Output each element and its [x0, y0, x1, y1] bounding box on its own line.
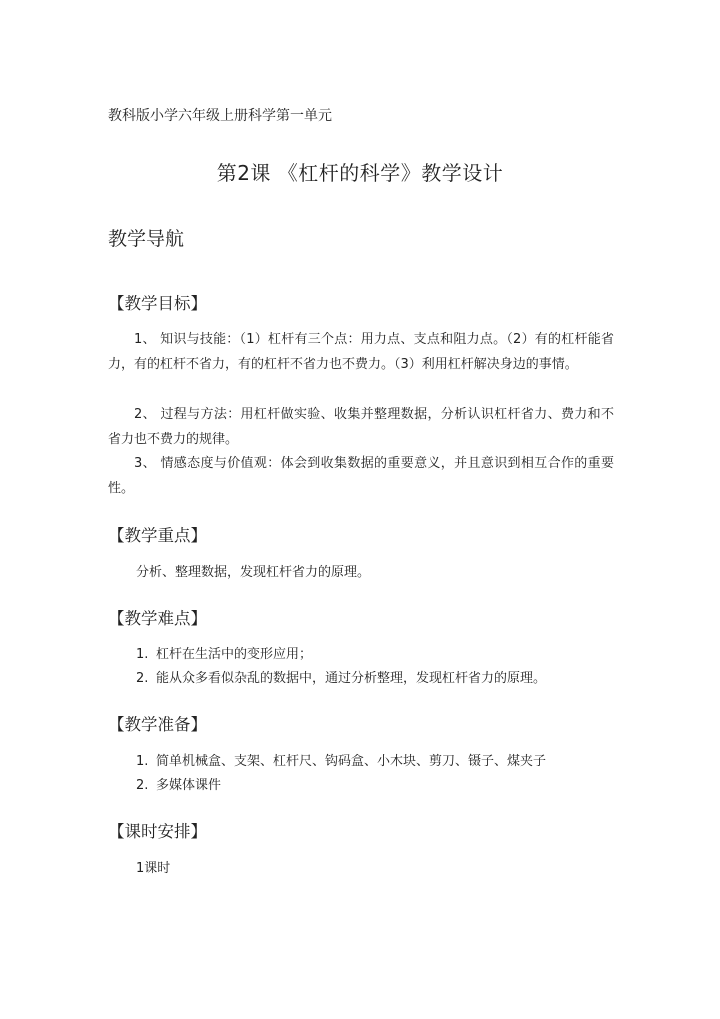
preparation-heading: 【教学准备】 [108, 715, 207, 734]
schedule-text: 1课时 [136, 861, 171, 876]
list-item [136, 774, 546, 798]
schedule-heading: 【课时安排】 [108, 822, 207, 841]
list-item-text: 简单机械盒、支架、杠杆尺、钩码盒、小木块、剪刀、镊子、煤夹子 [156, 754, 547, 769]
list-item [136, 750, 546, 774]
list-item-number: 2. [136, 778, 149, 793]
key-points-heading: 【教学重点】 [108, 526, 207, 545]
difficulties-list [136, 643, 546, 691]
list-item [136, 667, 546, 691]
course-header: 教科版小学六年级上册科学第一单元 [108, 108, 332, 124]
list-item-text: 能从众多看似杂乱的数据中，通过分析整理，发现杠杆省力的原理。 [156, 671, 547, 686]
document-title: 第2课 《杠杆的科学》教学设计 [216, 161, 504, 185]
objective-item: 1、 知识与技能：（1）杠杆有三个点：用力点、支点和阻力点。（2）有的杠杆能省力，有的杠杆不省力，有的杠杆不省力也不费力。（3）利用杠杆解决身边的事情。 [108, 332, 614, 372]
teaching-navigation-heading: 教学导航 [108, 228, 185, 250]
difficulties-heading: 【教学难点】 [108, 609, 207, 628]
preparation-list [136, 750, 546, 798]
list-item-number: 2. [136, 671, 149, 686]
objective-item: 2、 过程与方法：用杠杆做实验、收集并整理数据，分析认识杠杆省力、费力和不省力也不费力的规律。 [108, 407, 614, 447]
list-item [136, 643, 546, 667]
list-item-number: 1. [136, 754, 149, 769]
list-item-text: 杠杆在生活中的变形应用； [156, 647, 313, 662]
objectives-heading: 【教学目标】 [108, 294, 207, 313]
list-item-text: 多媒体课件 [156, 778, 222, 793]
objective-item: 3、 情感态度与价值观：体会到收集数据的重要意义，并且意识到相互合作的重要性。 [108, 456, 614, 496]
key-points-text: 分析、整理数据，发现杠杆省力的原理。 [136, 565, 371, 580]
list-item-number: 1. [136, 647, 149, 662]
